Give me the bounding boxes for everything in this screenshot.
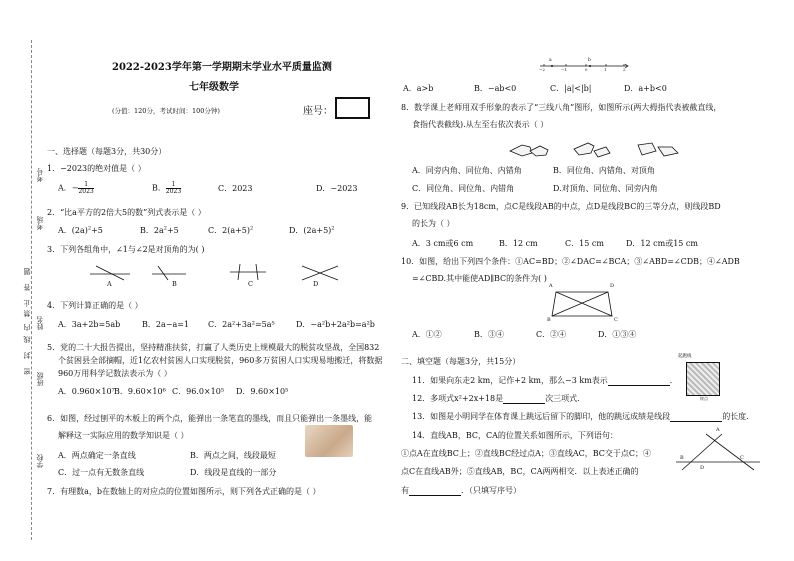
q10-option-c[interactable]: C．②④ (536, 330, 567, 339)
q3-label-c[interactable]: C (248, 280, 253, 288)
q7-point-a: a (549, 58, 552, 63)
q2-option-a[interactable]: A．$(2a)^2+5$ (58, 225, 103, 235)
seal-char: 密 (23, 368, 31, 375)
q14-line-3: 有 ．（只填写序号） (401, 486, 521, 495)
q2-option-b[interactable]: B．$2a^2+5$ (140, 225, 179, 235)
q7-tick: 0 (585, 67, 588, 72)
q8-option-c[interactable]: C．同位角、同位角、内错角 (412, 184, 515, 193)
q4-option-a[interactable]: A．3a+2b=5ab (58, 320, 121, 329)
q8-hand-gestures (508, 137, 693, 159)
q10-option-b[interactable]: B．③④ (474, 330, 504, 339)
q5-option-d[interactable]: D．9.60×10⁵ (236, 387, 289, 396)
q8-option-b[interactable]: B．同位角、内错角、对顶角 (553, 166, 655, 175)
q5-option-b[interactable]: B．9.60×10⁶ (114, 387, 166, 396)
q3-label-d[interactable]: D (313, 280, 319, 288)
q7-tick: 1 (604, 67, 607, 72)
q7-option-d[interactable]: D．a+b<0 (624, 84, 667, 93)
q13-footprint-figure (686, 362, 720, 396)
q6-option-a[interactable]: A．两点确定一条直线 (58, 451, 136, 460)
q10-quadrilateral (548, 288, 618, 322)
seal-char: 封 (23, 352, 31, 359)
q7-option-a[interactable]: A．a>b (403, 84, 434, 93)
q4-option-c[interactable]: C．2a²+3a²=5a⁵ (208, 320, 275, 329)
label-class: 班级 (36, 372, 44, 386)
seal-char: 禁 (23, 310, 31, 317)
q7-tick: 2 (623, 67, 626, 72)
seat-number-box[interactable] (335, 97, 370, 119)
q3-label-a[interactable]: A (107, 280, 112, 288)
q10-vertex: A (549, 283, 553, 289)
q7-tick: −2 (539, 67, 545, 72)
q6-option-b[interactable]: B．两点之间，线段最短 (190, 451, 276, 460)
q4-option-d[interactable]: D．−a²b+2a²b=a²b (296, 320, 375, 329)
q7-stem: 7．有理数a，b在数轴上的对应点的位置如图所示，则下列各式正确的是（ ） (47, 487, 321, 496)
q3-angle-figures (90, 262, 350, 282)
q9-option-c[interactable]: C．15 cm (565, 239, 604, 248)
q5-line-3: 960万用科学记数法表示为（ ） (58, 369, 172, 378)
q13-answer-blank[interactable] (670, 412, 722, 422)
q8-line-1: 8．数学课上老师用双手形象的表示了“三线八角”图形，如图所示(两大拇指代表被截直线， (401, 103, 722, 112)
q10-vertex: D (610, 283, 615, 289)
q4-option-b[interactable]: B．2a−a=1 (142, 320, 190, 329)
page-title: 2022-2023学年第一学期期末学业水平质量监测 (112, 62, 332, 73)
q8-option-d[interactable]: D.对顶角、同位角、同旁内角 (553, 184, 658, 193)
q6-option-c[interactable]: C．过一点有无数条直线 (58, 468, 145, 477)
q14-stem: 14．直线AB，BC，CA的位置关系如图所示，下列语句： (412, 431, 618, 440)
q9-option-a[interactable]: A．3 cm或6 cm (412, 239, 474, 248)
q14-point: B (680, 455, 684, 461)
q8-option-a[interactable]: A．同旁内角、同位角、内错角 (412, 166, 522, 175)
q10-vertex: B (547, 317, 551, 323)
label-name: 姓名 (36, 316, 44, 330)
q9-line-2: 的长为（ ） (412, 219, 455, 228)
q2-option-d[interactable]: D．$(2a+5)^2$ (289, 225, 335, 235)
seal-char: 内 (23, 324, 31, 331)
seal-char: 题 (23, 268, 31, 275)
exam-meta: (分值：120分，考试时间：100分钟) (112, 107, 220, 115)
q5-line-2: 个贫困县全部摘帽，近1亿农村贫困人口实现脱贫，960多万贫困人口实现易地搬迁，将数据 (58, 356, 383, 365)
q9-option-b[interactable]: B．12 cm (499, 239, 538, 248)
q14-point: D (700, 465, 705, 471)
q10-option-d[interactable]: D．①③④ (598, 330, 637, 339)
q11-stem: 11．如果向东走2 km，记作+2 km，那么−3 km表示 ． (412, 376, 678, 385)
q2-option-c[interactable]: C．$2(a+5)^2$ (208, 225, 254, 235)
q6-line-2: 解释这一实际应用的数学知识是（ ） (58, 431, 189, 440)
q10-line-2: =∠CBD.其中能使AD∥BC的条件为( ) (412, 274, 547, 283)
q12-stem: 12．多项式x²+2x+18是 次三项式． (412, 394, 586, 403)
q1-option-a[interactable]: A．− $\frac{1}{2023}$ (58, 181, 94, 195)
q10-line-1: 10．如图，给出下列四个条件：①AC=BD；②∠DAC=∠BCA；③∠ABD=∠CDB；④∠ADB (401, 257, 740, 266)
q6-option-d[interactable]: D．线段是直线的一部分 (190, 468, 277, 477)
seal-line (31, 40, 32, 540)
section1-heading: 一、选择题（每题3分，共30分） (47, 147, 167, 156)
q10-option-a[interactable]: A．①② (412, 330, 442, 339)
q9-option-d[interactable]: D．12 cm或15 cm (626, 239, 698, 248)
q13-stem: 13．如图是小明同学在体育课上跳远后留下的脚印，他的跳远成绩是线段 的长度． (412, 412, 755, 421)
q14-line-2: 点C在直线AB外；⑤直线AB，BC，CA两两相交．以上表述正确的 (401, 467, 639, 476)
seal-char: 线 (23, 336, 31, 343)
seal-char: 止 (23, 300, 31, 307)
q12-answer-blank[interactable] (503, 394, 545, 404)
maze-sub-label: 终点 (700, 396, 708, 401)
q10-vertex: C (614, 317, 618, 323)
q7-option-b[interactable]: B．−ab<0 (474, 84, 517, 93)
q3-stem: 3．下列各组角中，∠1与∠2是对顶角的为( ) (47, 245, 205, 254)
maze-label: 起跑线 (678, 354, 692, 359)
q8-line-2: 食指代表截线).从左至右依次表示（ ） (412, 120, 549, 129)
page-subtitle: 七年级数学 (189, 82, 239, 93)
q14-point: C (740, 455, 744, 461)
label-exam-room: 考场 (36, 216, 44, 230)
q11-answer-blank[interactable] (608, 376, 670, 386)
seal-char: 答 (23, 284, 31, 291)
q9-line-1: 9．已知线段AB长为18cm，点C是线段AB的中点，点D是线段BC的三等分点，则线段BD (401, 202, 721, 211)
q1-stem: 1．−2023的绝对值是（ ） (47, 164, 146, 173)
q14-point: A (716, 427, 720, 433)
q1-option-b[interactable]: B． $\frac{1}{2023}$ (152, 181, 182, 195)
section2-heading: 二、填空题（每题3分，共15分） (401, 357, 521, 366)
q14-line-1: ①点A在直线BC上；②直线BC经过点A；③直线AC，BC交于点C；④ (401, 449, 652, 458)
q4-stem: 4．下列计算正确的是（ ） (47, 301, 143, 310)
seat-label: 座号： (303, 106, 333, 117)
q2-stem: 2．“比a平方的2倍大5的数”列式表示是（ ） (47, 208, 206, 217)
q1-option-c[interactable]: C．2023 (218, 184, 253, 193)
q5-line-1: 5．党的二十大报告提出，坚持精准扶贫，打赢了人类历史上规模最大的脱贫攻坚战，全国832 (47, 343, 380, 352)
q7-point-b: b (588, 58, 591, 63)
q5-option-c[interactable]: C．96.0×10⁵ (172, 387, 225, 396)
q7-tick: −1 (561, 67, 567, 72)
q5-option-a[interactable]: A．0.960×10⁷ (58, 387, 115, 396)
q14-lines-figure (676, 432, 762, 472)
q7-option-c[interactable]: C．|a|<|b| (550, 84, 592, 93)
q14-answer-blank[interactable] (409, 486, 461, 496)
label-school: 学校 (36, 454, 44, 468)
q6-line-1: 6．如图，经过刨平的木板上的两个点，能弹出一条笔直的墨线，而且只能弹出一条墨线，能 (47, 414, 373, 423)
q6-wood-photo (305, 425, 353, 457)
label-exam-number: 考号 (36, 168, 44, 182)
q1-option-d[interactable]: D．−2023 (316, 184, 358, 193)
q3-label-b[interactable]: B (172, 280, 177, 288)
